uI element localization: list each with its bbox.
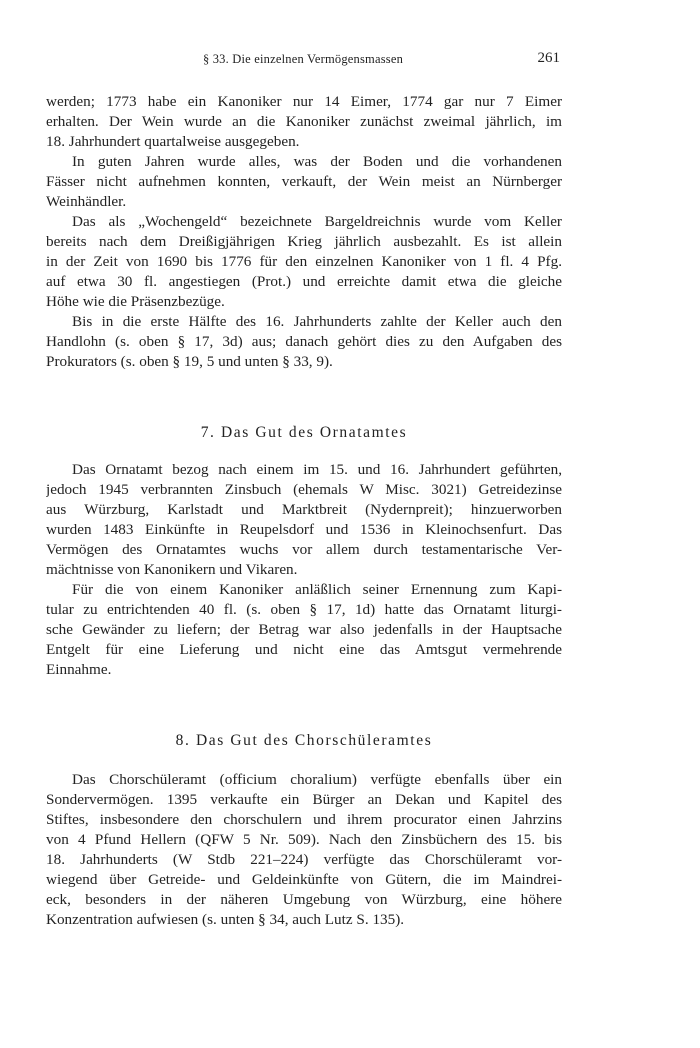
text-line: In guten Jahren wurde alles, was der Boden und die vorhandenen — [72, 153, 562, 170]
text-line: Handlohn (s. oben § 17, 3d) aus; danach gehört dies zu den Aufgaben des — [46, 333, 562, 350]
text-line: Das Chorschüleramt (officium choralium) verfügte ebenfalls über ein — [72, 771, 562, 788]
running-title: § 33. Die einzelnen Vermögensmassen — [202, 52, 404, 66]
text-line: mächtnisse von Kanonikern und Vikaren. — [46, 561, 298, 578]
text-line: aus Würzburg, Karlstadt und Marktbreit (Nydernpreit); hinzuerworben — [46, 501, 562, 518]
text-line: Das als „Wochengeld“ bezeichnete Bargeldreichnis wurde vom Keller — [72, 213, 562, 230]
text-line: Das Ornatamt bezog nach einem im 15. und 16. Jahrhundert geführten, — [72, 461, 562, 478]
text-line: Weinhändler. — [46, 193, 127, 210]
section-heading-chorschueleramt: 8. Das Gut des Chorschüleramtes — [175, 732, 433, 749]
text-line: jedoch 1945 verbrannten Zinsbuch (ehemals W Misc. 3021) Getreidezinse — [46, 481, 562, 498]
text-line: eck, besonders in der näheren Umgebung von Würzburg, eine höhere — [46, 891, 562, 908]
text-line: Vermögen des Ornatamtes wuchs vor allem durch testamentarische Ver- — [46, 541, 562, 558]
paragraph-block-wine — [46, 92, 562, 372]
text-line: wiegend über Getreide- und Geldeinkünfte von Gütern, die im Maindrei- — [46, 871, 562, 888]
text-line: Fässer nicht aufnehmen konnten, verkauft, der Wein meist an Nürnberger — [46, 173, 562, 190]
text-line: 18. Jahrhundert quartalweise ausgegeben. — [46, 133, 300, 150]
text-line: Sondervermögen. 1395 verkaufte ein Bürger an Dekan und Kapitel des — [46, 791, 562, 808]
text-line: sche Gewänder zu liefern; der Betrag war also jedenfalls in der Hauptsache — [46, 621, 562, 638]
text-line: wurden 1483 Einkünfte in Reupelsdorf und 1536 in Kleinochsenfurt. Das — [46, 521, 562, 538]
text-line: erhalten. Der Wein wurde an die Kanoniker zunächst zweimal jährlich, im — [46, 113, 562, 130]
text-line: werden; 1773 habe ein Kanoniker nur 14 Eimer, 1774 gar nur 7 Eimer — [46, 93, 562, 110]
text-line: 18. Jahrhunderts (W Stdb 221–224) verfügte das Chorschüleramt vor- — [46, 851, 562, 868]
text-line: Entgelt für eine Lieferung und nicht eine das Amtsgut vermehrende — [46, 641, 562, 658]
paragraph-block-ornatamt — [46, 460, 562, 680]
text-line: Konzentration aufwiesen (s. unten § 34, auch Lutz S. 135). — [46, 911, 405, 928]
text-line: von 4 Pfund Hellern (QFW 5 Nr. 509). Nach den Zinsbüchern des 15. bis — [46, 831, 562, 848]
text-line: tular zu entrichtenden 40 fl. (s. oben § 17, 1d) hatte das Ornatamt liturgi- — [46, 601, 562, 618]
paragraph-block-chorschueleramt — [46, 770, 562, 930]
text-line: bereits nach dem Dreißigjährigen Krieg jährlich ausbezahlt. Es ist allein — [46, 233, 562, 250]
text-line: in der Zeit von 1690 bis 1776 für den einzelnen Kanoniker von 1 fl. 4 Pfg. — [46, 253, 562, 270]
text-line: Für die von einem Kanoniker anläßlich seiner Ernennung zum Kapi- — [72, 581, 562, 598]
page-number: 261 — [537, 50, 560, 66]
text-line: Bis in die erste Hälfte des 16. Jahrhunderts zahlte der Keller auch den — [72, 313, 562, 330]
text-line: Einnahme. — [46, 661, 112, 678]
text-line: Höhe wie die Präsenzbezüge. — [46, 293, 225, 310]
text-line: auf etwa 30 fl. angestiegen (Prot.) und erreichte damit etwa die gleiche — [46, 273, 562, 290]
section-heading-ornatamt: 7. Das Gut des Ornatamtes — [200, 424, 408, 441]
text-line: Prokurators (s. oben § 19, 5 und unten § 33, 9). — [46, 353, 333, 370]
text-line: Stiftes, insbesondere den chorschulern und ihrem procurator einen Jahrzins — [46, 811, 562, 828]
